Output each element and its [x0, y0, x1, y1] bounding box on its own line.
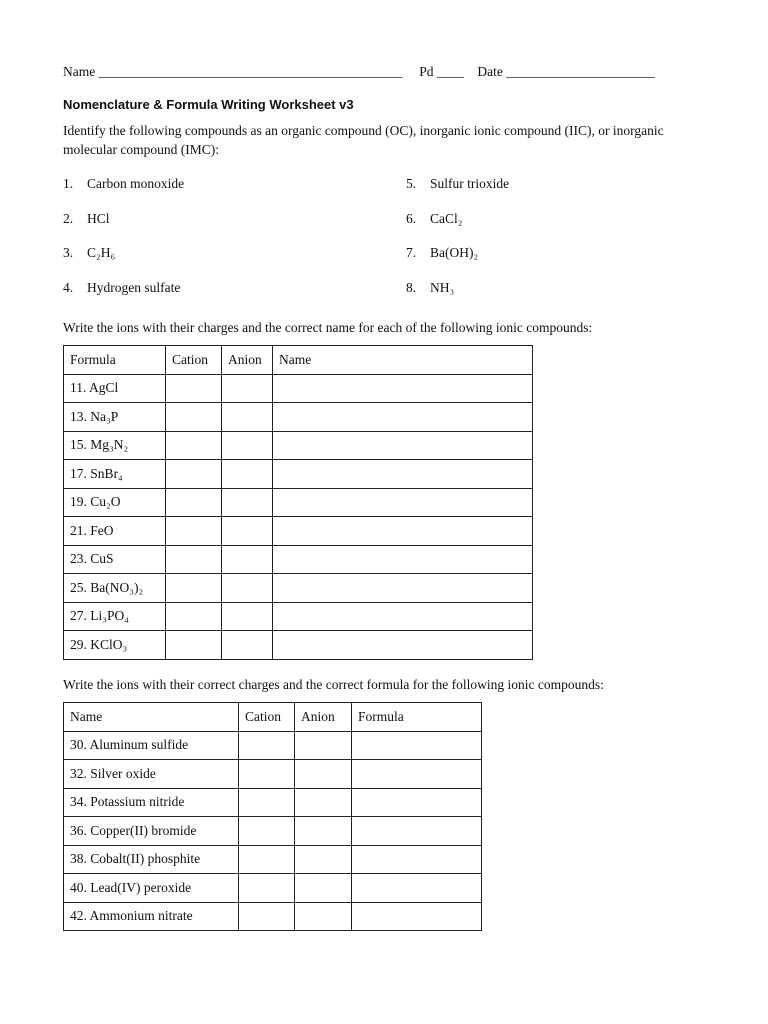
table-row — [64, 574, 533, 603]
question-number: 2. — [63, 211, 74, 226]
period-blank[interactable]: ____ — [436, 64, 464, 79]
table-row — [64, 602, 533, 631]
question-text: Hydrogen sulfate — [87, 280, 181, 295]
cation-answer-cell[interactable] — [239, 760, 295, 789]
formula-answer-cell[interactable] — [352, 845, 482, 874]
anion-answer-cell[interactable] — [222, 374, 273, 403]
cation-answer-cell[interactable] — [166, 374, 222, 403]
cation-answer-cell[interactable] — [239, 902, 295, 931]
column-header: Anion — [222, 346, 273, 375]
compound-name-cell: 30. Aluminum sulfide — [64, 731, 239, 760]
anion-answer-cell[interactable] — [222, 431, 273, 460]
anion-answer-cell[interactable] — [222, 403, 273, 432]
formula-cell: 27. Li₃PO₄ — [64, 602, 166, 631]
name-answer-cell[interactable] — [273, 574, 533, 603]
anion-answer-cell[interactable] — [222, 574, 273, 603]
table-row — [64, 374, 533, 403]
compound-name-cell: 34. Potassium nitride — [64, 788, 239, 817]
table-row — [64, 788, 482, 817]
cation-answer-cell[interactable] — [239, 874, 295, 903]
cation-answer-cell[interactable] — [239, 845, 295, 874]
question-1 — [63, 176, 184, 192]
anion-answer-cell[interactable] — [295, 760, 352, 789]
name-answer-cell[interactable] — [273, 431, 533, 460]
cation-answer-cell[interactable] — [239, 731, 295, 760]
anion-answer-cell[interactable] — [295, 788, 352, 817]
compound-name-cell: 40. Lead(IV) peroxide — [64, 874, 239, 903]
table-header-row — [64, 346, 533, 375]
anion-answer-cell[interactable] — [222, 517, 273, 546]
question-number: 3. — [63, 245, 74, 260]
name-answer-cell[interactable] — [273, 631, 533, 660]
name-answer-cell[interactable] — [273, 374, 533, 403]
name-answer-cell[interactable] — [273, 517, 533, 546]
question-2 — [63, 211, 110, 227]
question-number: 6. — [406, 211, 417, 226]
anion-answer-cell[interactable] — [295, 902, 352, 931]
name-label: Name — [63, 64, 96, 79]
question-5 — [406, 176, 509, 192]
date-blank[interactable]: ______________________ — [506, 64, 655, 79]
table-row — [64, 817, 482, 846]
name-answer-cell[interactable] — [273, 460, 533, 489]
formula-answer-cell[interactable] — [352, 731, 482, 760]
table-row — [64, 760, 482, 789]
column-header: Formula — [64, 346, 166, 375]
compound-name-cell: 42. Ammonium nitrate — [64, 902, 239, 931]
cation-answer-cell[interactable] — [166, 631, 222, 660]
formula-answer-cell[interactable] — [352, 817, 482, 846]
table-row — [64, 488, 533, 517]
column-header: Anion — [295, 703, 352, 732]
cation-answer-cell[interactable] — [166, 574, 222, 603]
column-header: Cation — [239, 703, 295, 732]
question-text: Carbon monoxide — [87, 176, 185, 191]
formula-cell: 23. CuS — [64, 545, 166, 574]
section3-instructions: Write the ions with their correct charges and the correct formula for the following ionic compounds: — [63, 677, 604, 692]
table-row — [64, 403, 533, 432]
formula-cell: 15. Mg₃N₂ — [64, 431, 166, 460]
table-row — [64, 902, 482, 931]
question-number: 5. — [406, 176, 417, 191]
question-number: 1. — [63, 176, 74, 191]
student-info-line — [63, 64, 655, 80]
question-8 — [406, 280, 454, 296]
worksheet-title: Nomenclature & Formula Writing Worksheet v3 — [63, 97, 354, 112]
question-text: Sulfur trioxide — [430, 176, 510, 191]
table-row — [64, 874, 482, 903]
question-text: Ba(OH)₂ — [430, 245, 479, 260]
question-text: NH₃ — [430, 280, 455, 295]
formula-answer-cell[interactable] — [352, 760, 482, 789]
formula-cell: 25. Ba(NO₃)₂ — [64, 574, 166, 603]
cation-answer-cell[interactable] — [166, 517, 222, 546]
table-row — [64, 731, 482, 760]
anion-answer-cell[interactable] — [222, 602, 273, 631]
anion-answer-cell[interactable] — [222, 460, 273, 489]
question-3 — [63, 245, 115, 261]
question-number: 8. — [406, 280, 417, 295]
question-text: CaCl₂ — [430, 211, 463, 226]
table-row — [64, 845, 482, 874]
column-header: Formula — [352, 703, 482, 732]
anion-answer-cell[interactable] — [222, 631, 273, 660]
names-table — [63, 345, 533, 660]
cation-answer-cell[interactable] — [166, 488, 222, 517]
anion-answer-cell[interactable] — [295, 874, 352, 903]
question-text: C₂H₆ — [87, 245, 116, 260]
section1-instructions: Identify the following compounds as an organic compound (OC), inorganic ionic compound (IIC), or inorganic molecular compound (IMC): — [63, 123, 664, 157]
anion-answer-cell[interactable] — [295, 731, 352, 760]
cation-answer-cell[interactable] — [166, 602, 222, 631]
cation-answer-cell[interactable] — [166, 460, 222, 489]
formula-cell: 17. SnBr₄ — [64, 460, 166, 489]
formula-answer-cell[interactable] — [352, 788, 482, 817]
anion-answer-cell[interactable] — [295, 817, 352, 846]
name-blank[interactable]: _____________________________________________ — [98, 64, 403, 79]
date-label: Date — [477, 64, 503, 79]
question-number: 4. — [63, 280, 74, 295]
formula-answer-cell[interactable] — [352, 874, 482, 903]
cation-answer-cell[interactable] — [166, 545, 222, 574]
question-number: 7. — [406, 245, 417, 260]
anion-answer-cell[interactable] — [222, 545, 273, 574]
section2-instructions: Write the ions with their charges and the correct name for each of the following ionic compounds: — [63, 320, 593, 335]
column-header: Name — [64, 703, 239, 732]
cation-answer-cell[interactable] — [239, 817, 295, 846]
compound-name-cell: 36. Copper(II) bromide — [64, 817, 239, 846]
question-6 — [406, 211, 462, 227]
anion-answer-cell[interactable] — [295, 845, 352, 874]
name-answer-cell[interactable] — [273, 602, 533, 631]
compound-name-cell: 38. Cobalt(II) phosphite — [64, 845, 239, 874]
formula-cell: 13. Na₃P — [64, 403, 166, 432]
cation-answer-cell[interactable] — [166, 403, 222, 432]
name-answer-cell[interactable] — [273, 545, 533, 574]
question-7 — [406, 245, 478, 261]
period-label: Pd — [419, 64, 434, 79]
question-text: HCl — [87, 211, 110, 226]
formula-cell: 29. KClO₃ — [64, 631, 166, 660]
table-row — [64, 545, 533, 574]
column-header: Cation — [166, 346, 222, 375]
table-row — [64, 517, 533, 546]
formula-cell: 21. FeO — [64, 517, 166, 546]
cation-answer-cell[interactable] — [239, 788, 295, 817]
table-row — [64, 460, 533, 489]
formula-cell: 19. Cu₂O — [64, 488, 166, 517]
table-header-row — [64, 703, 482, 732]
table-row — [64, 631, 533, 660]
name-answer-cell[interactable] — [273, 488, 533, 517]
compound-name-cell: 32. Silver oxide — [64, 760, 239, 789]
anion-answer-cell[interactable] — [222, 488, 273, 517]
formulas-table — [63, 702, 482, 931]
table-row — [64, 431, 533, 460]
formula-cell: 11. AgCl — [64, 374, 166, 403]
question-4 — [63, 280, 180, 296]
name-answer-cell[interactable] — [273, 403, 533, 432]
column-header: Name — [273, 346, 533, 375]
formula-answer-cell[interactable] — [352, 902, 482, 931]
cation-answer-cell[interactable] — [166, 431, 222, 460]
